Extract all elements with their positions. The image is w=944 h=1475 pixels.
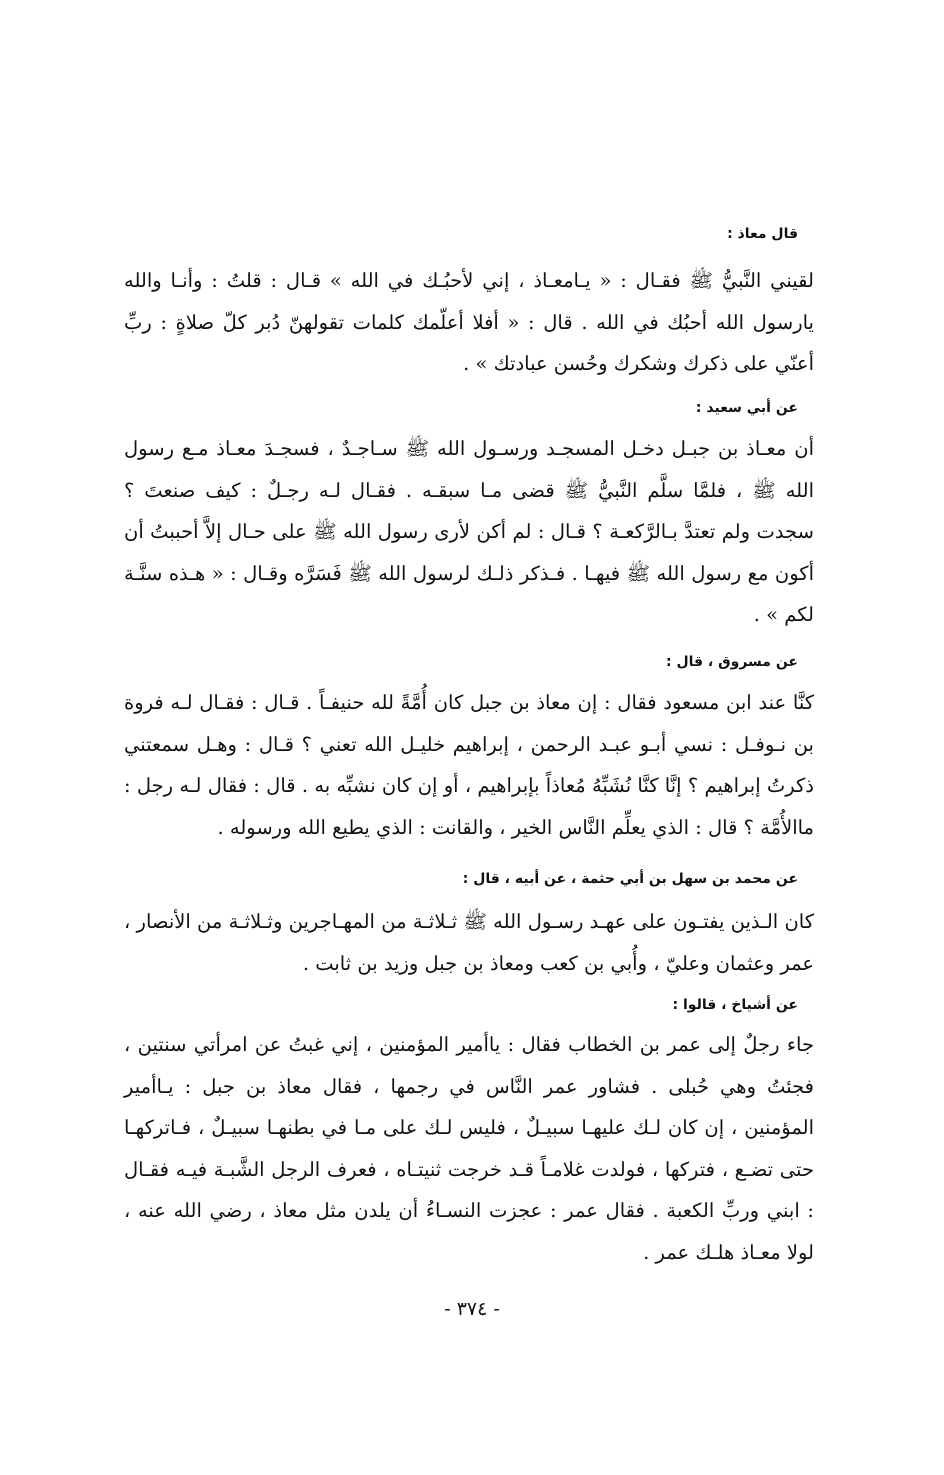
paragraph-text: كان الـذين يفتـون على عهـد رسـول الله ﷺ ثـلاثـة من المهـاجرين وثـلاثـة من الأنصار ، عمر وعثمان وعليّ ، وأُبي بن كعب ومعاذ بن جبل وزيد بن ثابت . <box>124 910 814 975</box>
section-body <box>124 260 814 385</box>
section-body <box>124 901 814 984</box>
section-heading: عن محمد بن سهل بن أبي حثمة ، عن أبيه ، قال : <box>462 871 798 887</box>
paragraph-text: لقيني النَّبيُّ ﷺ فقـال : « يـامعـاذ ، إني لأحبُـك في الله » قـال : قلتُ : وأنـا والله يارسول الله أحبُك في الله . قال : « أفلا أعلّمك كلمات تقولهنّ دُبر كلّ صلاةٍ : ربِّ أعنّي على ذكرك وشكرك وحُسن عبادتك » . <box>124 269 814 375</box>
section-body <box>124 428 814 636</box>
section-heading: عن أبي سعيد : <box>695 400 798 416</box>
section-heading: عن مسروق ، قال : <box>666 654 798 670</box>
paragraph-text: كنَّا عند ابن مسعود فقال : إن معاذ بن جبل كان أُمَّةً لله حنيفـاً . قـال : فقـال لـه فروة بن نـوفـل : نسي أبـو عبـد الرحمن ، إبراهيم خليـل الله تعني ؟ قـال : وهـل سمعتني ذكرتُ إبراهيم ؟ إنَّا كنَّا نُشَبِّهُ مُعاذاً بإبراهيم ، أو إن كان نشبِّه به . قال : فقال لـه رجل : ماالأُمَّة ؟ قال : الذي يعلِّم النَّاس الخير ، والقانت : الذي يطيع الله ورسوله . <box>124 691 814 839</box>
paragraph-text: أن معـاذ بن جبـل دخـل المسجـد ورسـول الله ﷺ سـاجـدٌ ، فسجـدَ معـاذ مـع رسول الله ﷺ ، فلمَّا سلَّم النَّبيُّ ﷺ قضى مـا سبقـه . فقـال لـه رجـلٌ : كيف صنعتَ ؟ سجدت ولم تعتدَّ بـالرَّكعـة ؟ قـال : لم أكن لأرى رسول الله ﷺ على حـال إلاَّ أحببتُ أن أكون مع رسول الله ﷺ فيهـا . فـذكر ذلـك لرسول الله ﷺ فَسَرَّه وقـال : « هـذه سنَّـة لكم » . <box>124 437 814 626</box>
section-body <box>124 682 814 848</box>
section-heading: قال معاذ : <box>727 226 798 242</box>
page-number: - ٣٧٤ - <box>444 1298 500 1320</box>
section-heading: عن أشياخ ، قالوا : <box>672 997 798 1013</box>
paragraph-text: جاء رجلٌ إلى عمر بن الخطاب فقال : ياأمير المؤمنين ، إني غبتُ عن امرأتي سنتين ، فجئتُ وهي حُبلى . فشاور عمر النَّاس في رجمها ، فقال معاذ بن جبل : يـاأمير المؤمنين ، إن كان لـك عليهـا سبيـلٌ ، فليس لـك على مـا في بطنهـا سبيـلٌ ، فـاتركهـا حتى تضـع ، فتركها ، فولدت غلامـاً قـد خرجت ثنيتـاه ، فعرف الرجل الشَّبـة فيـه فقـال : ابني وربِّ الكعبة . فقال عمر : عجزت النسـاءُ أن يلدن مثل معاذ ، رضي الله عنه ، لولا معـاذ هلـك عمر . <box>124 1033 814 1264</box>
section-body <box>124 1024 814 1273</box>
